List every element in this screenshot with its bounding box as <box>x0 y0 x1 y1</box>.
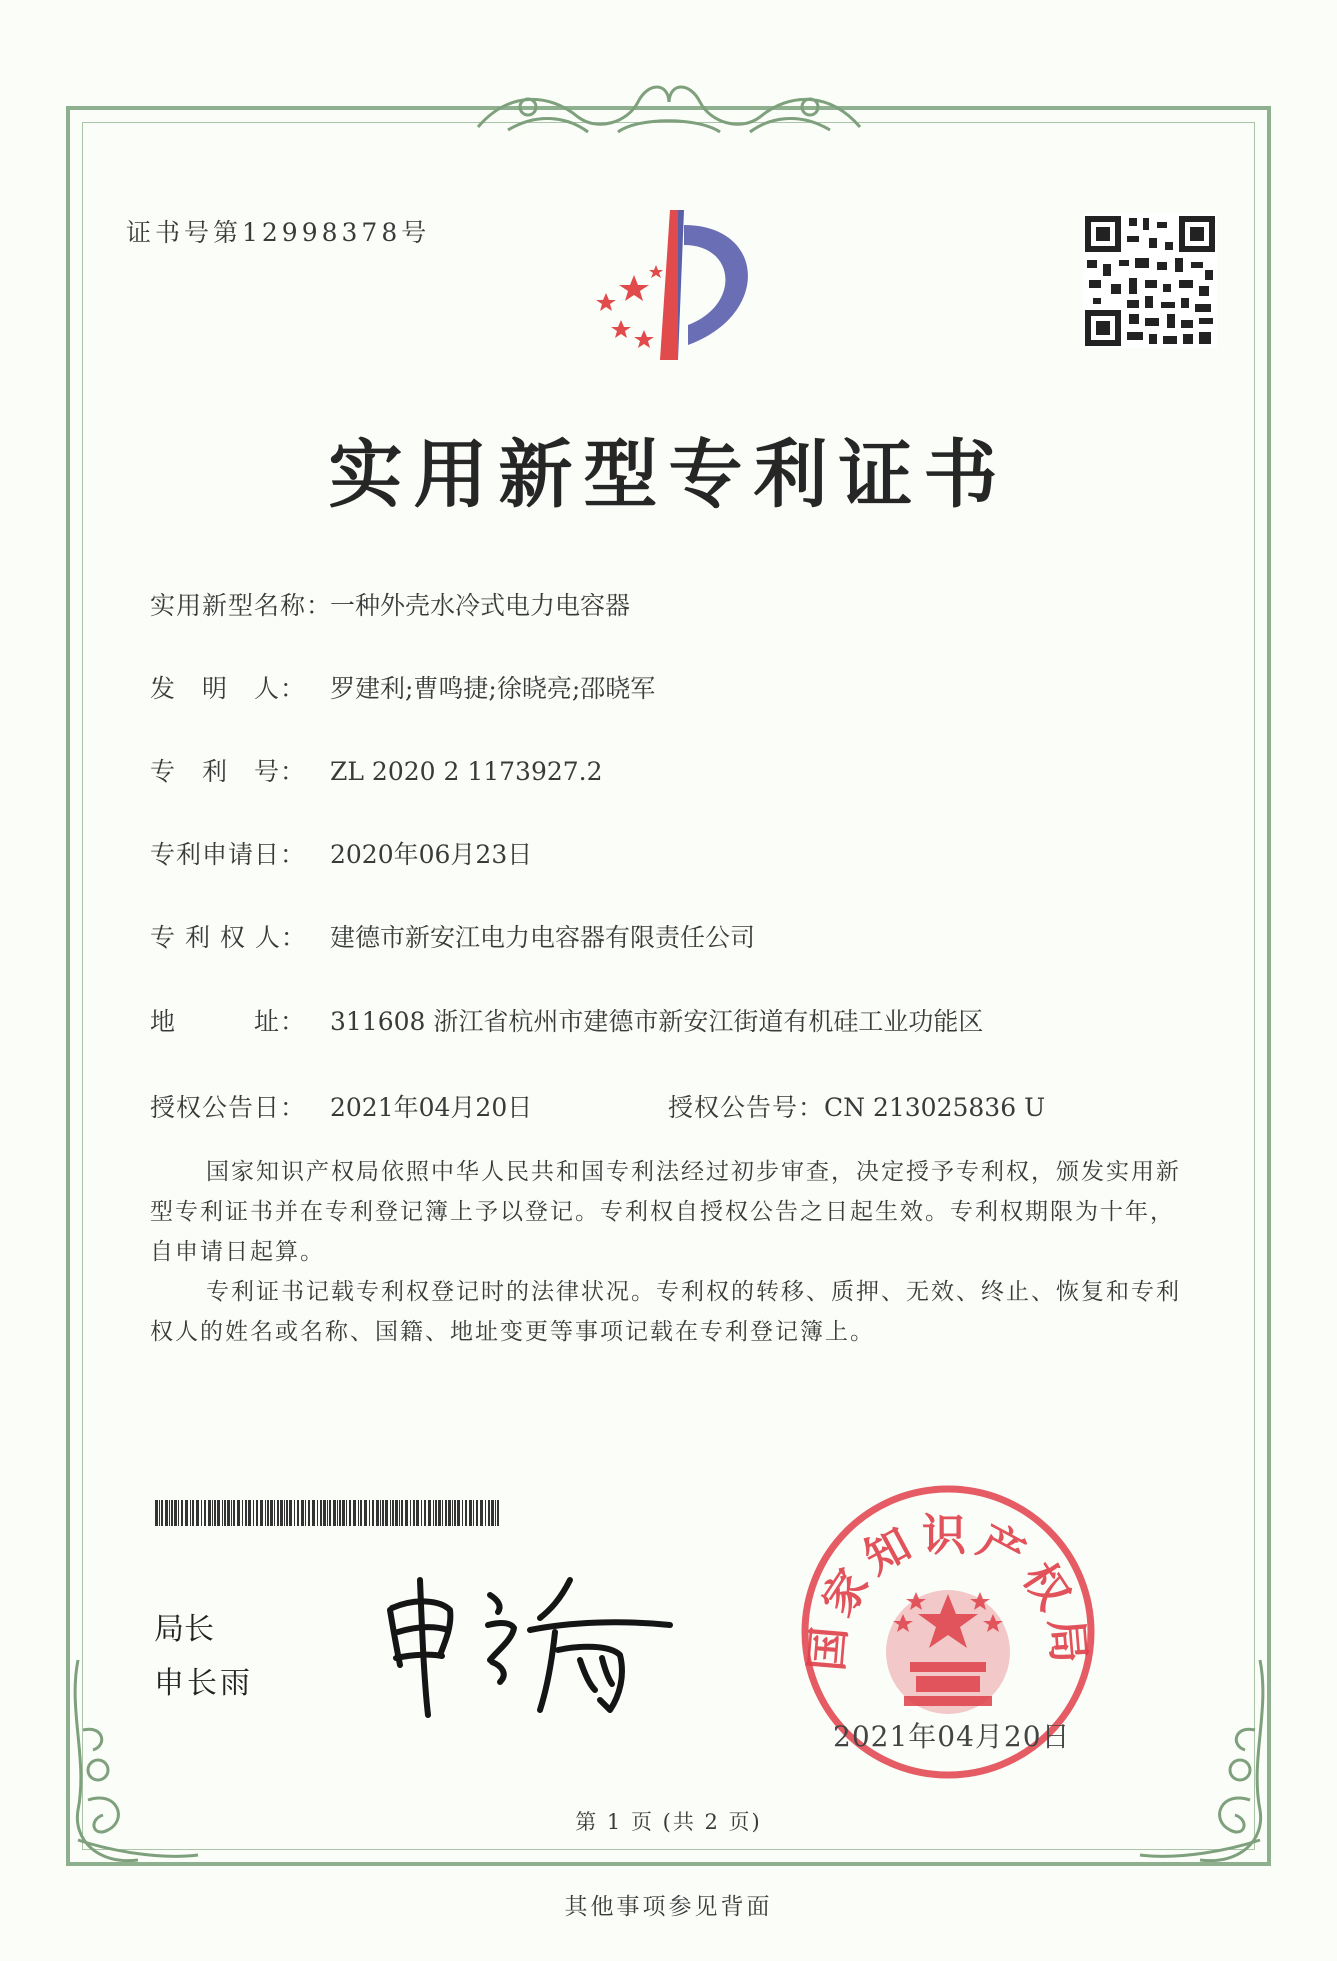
grant-date-row <box>150 1090 532 1126</box>
utility-model-name-value: 一种外壳水冷式电力电容器 <box>330 591 631 620</box>
grant-date-value: 2021年04月20日 <box>330 1093 533 1122</box>
paragraph-grant-statement: 国家知识产权局依照中华人民共和国专利法经过初步审查，决定授予专利权，颁发实用新型专利证书并在专利登记簿上予以登记。专利权自授权公告之日起生效。专利权期限为十年，自申请日起算。 <box>150 1159 1181 1265</box>
patent-office-emblem-icon <box>566 205 776 365</box>
seal-date: 2021年04月20日 <box>833 1720 1071 1753</box>
paragraph-legal-status: 专利证书记载专利权登记时的法律状况。专利权的转移、质押、无效、终止、恢复和专利权人的姓名或名称、国籍、地址变更等事项记载在专利登记簿上。 <box>150 1279 1181 1345</box>
barcode-icon <box>155 1500 503 1526</box>
director-name: 申长雨 <box>154 1666 253 1701</box>
certificate-number: 证书号第12998378号 <box>126 218 431 247</box>
bottom-right-ornament-icon <box>1130 1650 1280 1880</box>
address-value: 311608 浙江省杭州市建德市新安江街道有机硅工业功能区 <box>330 1007 984 1036</box>
patentee-value: 建德市新安江电力电容器有限责任公司 <box>330 923 756 952</box>
grant-number-label: 授权公告号： <box>668 1093 825 1122</box>
inventor-value: 罗建利;曹鸣捷;徐晓亮;邵晓军 <box>330 674 656 703</box>
seal-text: 国家知识产权局 <box>801 1509 1095 1674</box>
filing-date-value: 2020年06月23日 <box>330 840 533 869</box>
address-label: 地 址： <box>150 1007 307 1036</box>
footer-note: 其他事项参见背面 <box>564 1894 773 1920</box>
qr-code-icon <box>1083 214 1217 348</box>
patent-number-row <box>150 754 603 790</box>
page-indicator: 第 1 页 (共 2 页) <box>575 1810 762 1834</box>
grant-number-value: CN 213025836 U <box>824 1093 1046 1122</box>
grant-date-label: 授权公告日： <box>150 1093 307 1122</box>
inventor-row <box>150 671 655 707</box>
filing-date-row <box>150 837 532 873</box>
utility-model-name-row <box>150 588 630 624</box>
grant-number-row <box>668 1090 1045 1126</box>
patent-number-value: ZL 2020 2 1173927.2 <box>330 757 603 786</box>
patentee-label: 专 利 权 人： <box>150 923 307 952</box>
director-title: 局长 <box>154 1612 214 1647</box>
patentee-row <box>150 920 755 956</box>
inventor-label: 发 明 人： <box>150 674 307 703</box>
utility-model-name-label: 实用新型名称： <box>150 591 333 620</box>
address-row <box>150 1004 1010 1040</box>
filing-date-label: 专利申请日： <box>150 840 307 869</box>
director-signature-icon <box>380 1570 680 1720</box>
certificate-title: 实用新型专利证书 <box>328 432 1009 518</box>
patent-number-label: 专 利 号： <box>150 757 307 786</box>
top-ornament-icon <box>468 72 870 142</box>
